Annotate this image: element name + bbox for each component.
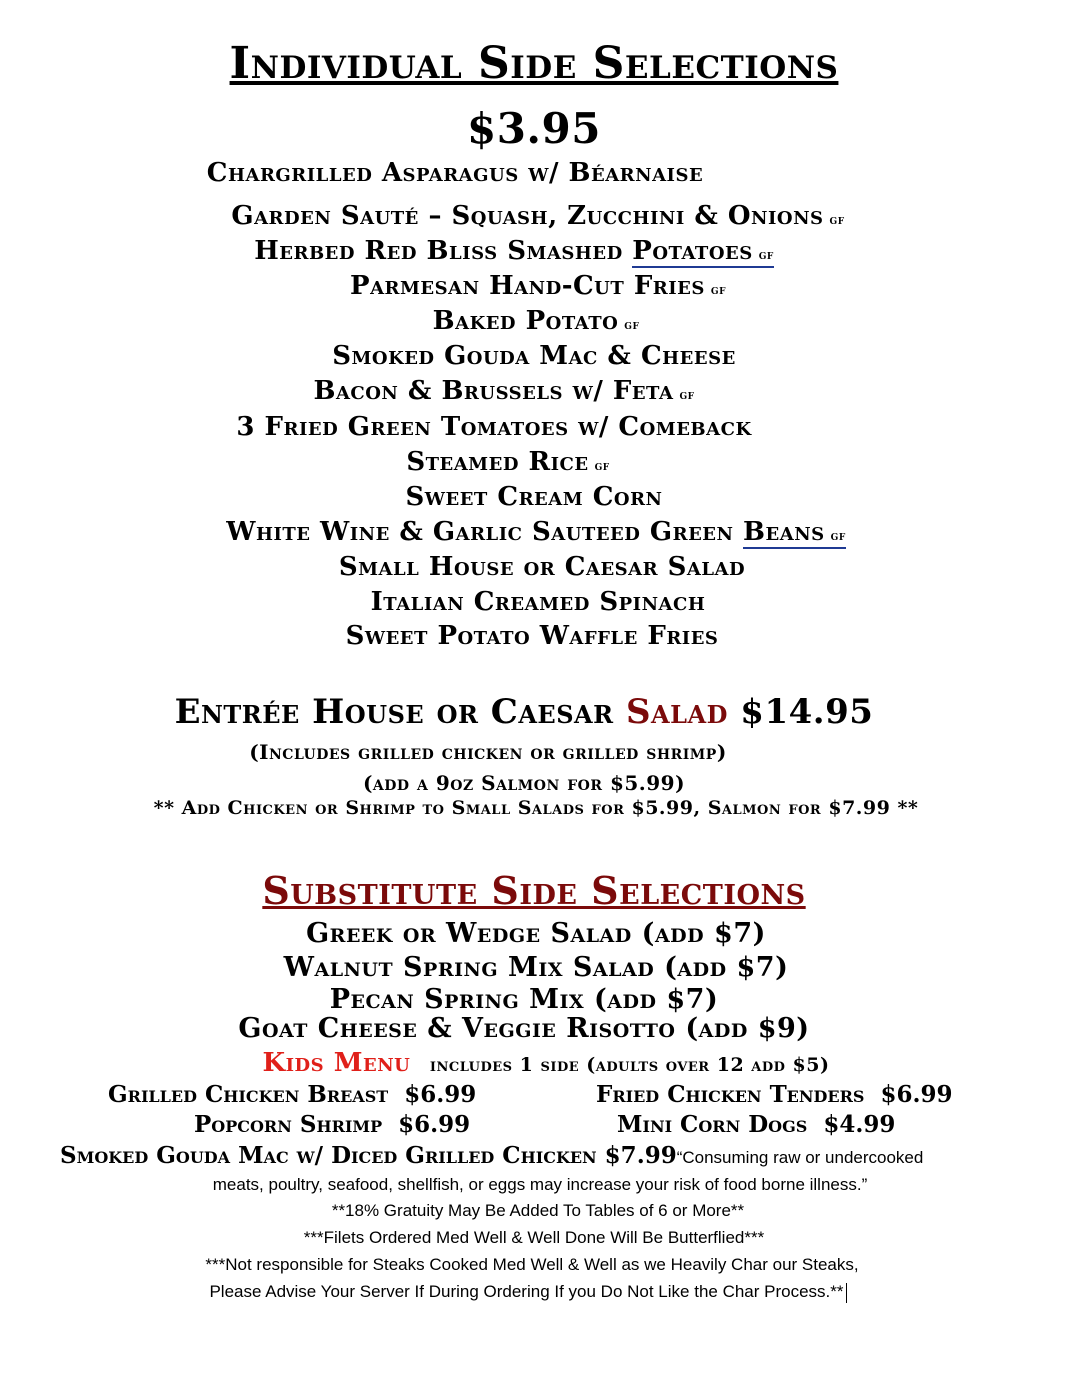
side-item: Garden Sauté – Squash, Zucchini & Onions gf bbox=[231, 201, 845, 231]
kids-item: Mini Corn Dogs $4.99 bbox=[617, 1111, 896, 1138]
consumer-advisory-start: “Consuming raw or undercooked bbox=[676, 1148, 924, 1167]
gluten-free-mark: gf bbox=[710, 283, 726, 298]
side-item: Bacon & Brussels w/ Feta gf bbox=[313, 376, 695, 406]
kids-item: Popcorn Shrimp $6.99 bbox=[194, 1111, 471, 1138]
gluten-free-mark: gf bbox=[594, 459, 610, 474]
side-item: 3 Fried Green Tomatoes w/ Comeback bbox=[236, 412, 752, 442]
sides-price: $3.95 bbox=[466, 104, 602, 153]
substitute-item: Pecan Spring Mix (add $7) bbox=[329, 984, 719, 1015]
entree-salad-title: Entrée House or Caesar Salad $14.95 bbox=[174, 692, 874, 732]
small-salad-addon: ** Add Chicken or Shrimp to Small Salads for $5.99, Salmon for $7.99 ** bbox=[153, 797, 919, 819]
gluten-free-mark: gf bbox=[830, 529, 846, 544]
steaks-note: ***Not responsible for Steaks Cooked Med Well & Well as we Heavily Char our Steaks, bbox=[205, 1255, 859, 1274]
kids-menu-note: includes 1 side (adults over 12 add $5) bbox=[429, 1054, 830, 1076]
text-cursor bbox=[846, 1283, 847, 1303]
gluten-free-mark: gf bbox=[679, 388, 695, 403]
side-item: Small House or Caesar Salad bbox=[338, 552, 746, 582]
kids-item-mac: Smoked Gouda Mac w/ Diced Grilled Chicken $7.99“Consuming raw or undercooked bbox=[60, 1142, 924, 1169]
kids-menu-title: Kids Menu bbox=[262, 1048, 411, 1078]
entree-salmon-addon: (add a 9oz Salmon for $5.99) bbox=[362, 771, 686, 795]
side-item: Sweet Cream Corn bbox=[405, 482, 663, 512]
gluten-free-mark: gf bbox=[624, 318, 640, 333]
side-item: White Wine & Garlic Sauteed Green Beans gf bbox=[226, 517, 846, 547]
substitute-item: Greek or Wedge Salad (add $7) bbox=[306, 918, 766, 949]
char-process-note: Please Advise Your Server If During Ordering If you Do Not Like the Char Process.** bbox=[0, 1282, 1068, 1303]
side-item: Sweet Potato Waffle Fries bbox=[345, 621, 719, 651]
gluten-free-mark: gf bbox=[829, 213, 845, 228]
gluten-free-mark: gf bbox=[758, 248, 774, 263]
kids-item: Grilled Chicken Breast $6.99 bbox=[108, 1081, 477, 1108]
entree-includes: (Includes grilled chicken or grilled shrimp) bbox=[249, 740, 727, 764]
kids-menu-heading bbox=[6, 1048, 1080, 1078]
filets-note: ***Filets Ordered Med Well & Well Done Will Be Butterflied*** bbox=[303, 1228, 765, 1247]
consumer-advisory: meats, poultry, seafood, shellfish, or eggs may increase your risk of food borne illness.” bbox=[212, 1175, 868, 1194]
side-item: Baked Potato gf bbox=[432, 306, 640, 336]
side-item: Steamed Rice gf bbox=[406, 447, 610, 477]
kids-item: Fried Chicken Tenders $6.99 bbox=[596, 1081, 953, 1108]
substitute-item: Goat Cheese & Veggie Risotto (add $9) bbox=[238, 1013, 810, 1044]
section-title-substitute-sides: Substitute Side Selections bbox=[262, 868, 806, 913]
side-item: Chargrilled Asparagus w/ Béarnaise bbox=[206, 158, 704, 188]
side-item: Herbed Red Bliss Smashed Potatoes gf bbox=[254, 236, 774, 266]
side-item: Parmesan Hand-Cut Fries gf bbox=[350, 271, 726, 301]
gratuity-note: **18% Gratuity May Be Added To Tables of 6 or More** bbox=[331, 1201, 745, 1220]
section-title-individual-sides: Individual Side Selections bbox=[229, 38, 839, 89]
substitute-item: Walnut Spring Mix Salad (add $7) bbox=[283, 952, 789, 983]
side-item: Italian Creamed Spinach bbox=[370, 587, 706, 617]
side-item: Smoked Gouda Mac & Cheese bbox=[332, 341, 736, 371]
